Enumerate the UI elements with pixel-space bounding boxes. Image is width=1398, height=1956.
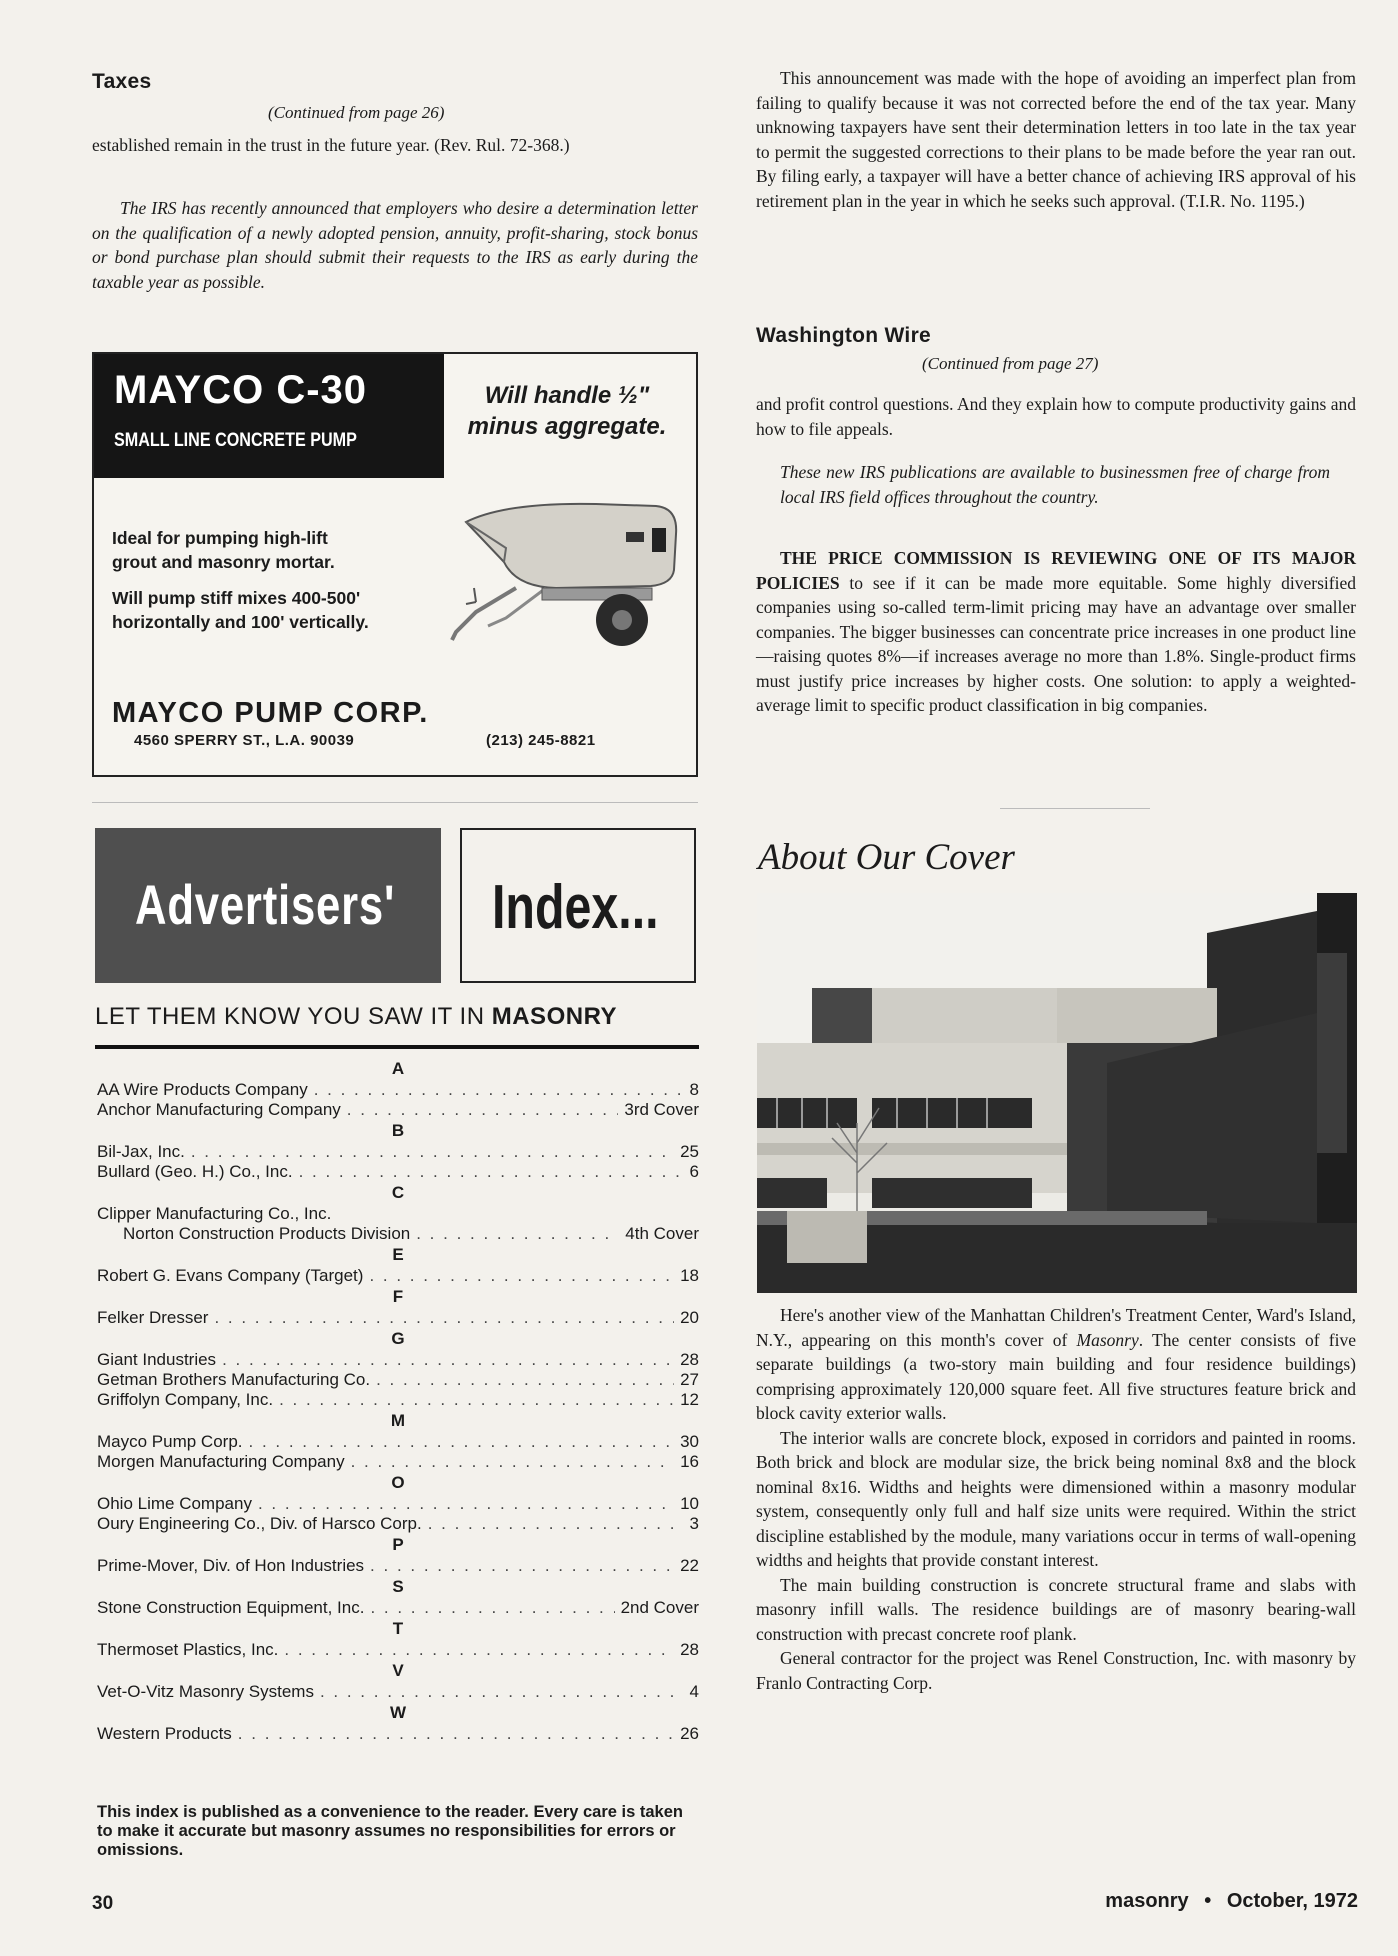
footer-date: October, 1972	[1226, 1890, 1358, 1912]
index-entry	[97, 1514, 699, 1534]
cover-paragraph-1-text-a: Here's another view of the Manhattan Children's Treatment Center, Ward's Island, N.Y., appearing on this month's cover of	[756, 1305, 1356, 1350]
about-our-cover-title: About Our Cover	[758, 837, 1015, 878]
ad-feature-1	[112, 526, 335, 574]
cover-paragraph-4: General contractor for the project was Renel Construction, Inc. with masonry by Franlo Contracting Corp.	[756, 1648, 1356, 1693]
leader-dots	[214, 1308, 674, 1328]
leader-dots	[370, 1598, 614, 1618]
leader-dots	[191, 1142, 674, 1162]
advertiser-page: 3	[689, 1514, 699, 1533]
index-entry	[97, 1432, 699, 1452]
washington-paragraph-3	[756, 546, 1356, 718]
advertiser-name: Vet-O-Vitz Masonry Systems	[97, 1682, 314, 1701]
leader-dots	[284, 1640, 674, 1660]
leader-dots	[258, 1494, 674, 1514]
washington-wire-heading: Washington Wire	[756, 324, 932, 347]
index-letter-heading: T	[392, 1619, 404, 1638]
ad-title: MAYCO C-30	[114, 368, 368, 412]
leader-dots	[416, 1224, 619, 1244]
index-letter-heading: O	[391, 1473, 405, 1492]
index-letter-heading: M	[390, 1411, 406, 1430]
ad-feature-2	[112, 586, 369, 634]
leader-dots	[279, 1390, 674, 1410]
cover-paragraph-3: The main building construction is concrete structural frame and slabs with masonry infill walls. The residence buildings are of masonry bearing-wall construction with precast concrete roof plank.	[756, 1574, 1356, 1644]
ad-feature-1-line-2: grout and masonry mortar.	[112, 552, 335, 572]
index-entry	[97, 1370, 699, 1390]
cover-article	[756, 1303, 1356, 1695]
ad-slogan-line-1: Will handle ½"	[484, 382, 650, 409]
index-entry	[97, 1724, 699, 1744]
washington-paragraph-2: These new IRS publications are available to businessmen free of charge from local IRS field offices throughout the country.	[780, 462, 1330, 507]
advertiser-name: Morgen Manufacturing Company	[97, 1452, 345, 1471]
ad-feature-2-line-1: Will pump stiff mixes 400-500'	[112, 588, 361, 608]
advertiser-page: 2nd Cover	[620, 1598, 699, 1617]
index-letter-heading: W	[389, 1703, 407, 1722]
advertiser-page: 8	[689, 1080, 699, 1099]
advertiser-name: Clipper Manufacturing Co., Inc.	[97, 1204, 332, 1223]
ad-feature-2-line-2: horizontally and 100' vertically.	[112, 612, 369, 632]
advertiser-name: Getman Brothers Manufacturing Co.	[97, 1370, 371, 1389]
index-letter-heading: G	[391, 1329, 405, 1348]
tagline-prefix: LET THEM KNOW YOU SAW IT IN	[95, 1003, 492, 1030]
index-letter-heading: F	[392, 1287, 404, 1306]
ad-slogan-line-2: minus aggregate.	[467, 413, 667, 440]
advertiser-name: Norton Construction Products Division	[123, 1224, 411, 1243]
taxes-continued-note: (Continued from page 26)	[268, 103, 445, 122]
advertiser-name: Griffolyn Company, Inc.	[97, 1390, 274, 1409]
leader-dots	[320, 1682, 684, 1702]
price-commission-text: to see if it can be made more equitable. Some highly diversified companies using so-called term-limit pricing may have an advantage over smaller companies. The bigger businesses can concentrate price increases in one product line—raising quotes 8%—if increases average no more than 1.8%. Single-product firms must justify price increases by higher costs. One solution: to apply a weighted-average limit to specific product classification in big companies.	[756, 572, 1356, 715]
index-tagline	[95, 1003, 617, 1031]
index-entry	[97, 1350, 699, 1370]
advertiser-page: 28	[680, 1640, 699, 1659]
ad-company-name: MAYCO PUMP CORP.	[112, 697, 429, 729]
divider	[92, 802, 698, 803]
index-entry	[97, 1556, 699, 1576]
concrete-pump-illustration	[446, 492, 686, 672]
mayco-advertisement	[92, 352, 698, 777]
index-banner-text: Index...	[492, 873, 659, 942]
advertiser-name: Ohio Lime Company	[97, 1494, 252, 1513]
index-letter-heading: V	[392, 1661, 404, 1680]
taxes-paragraph-2: The IRS has recently announced that employers who desire a determination letter on the qualification of a newly adopted pension, annuity, profit-sharing, stock bonus or bond purchase plan should submit their requests to the IRS as early during the taxable year as possible.	[92, 198, 698, 292]
index-entry	[97, 1162, 699, 1182]
index-entry	[97, 1100, 699, 1120]
cover-paragraph-1	[756, 1303, 1356, 1426]
advertiser-name: Bil-Jax, Inc.	[97, 1142, 185, 1161]
index-entry	[97, 1204, 699, 1224]
advertiser-name: Giant Industries	[97, 1350, 217, 1369]
advertiser-page: 30	[680, 1432, 699, 1451]
ad-subtitle: SMALL LINE CONCRETE PUMP	[114, 430, 357, 451]
leader-dots	[370, 1556, 674, 1576]
washington-continued-note: (Continued from page 27)	[922, 354, 1099, 373]
leader-dots	[238, 1724, 674, 1744]
leader-dots	[314, 1080, 684, 1100]
leader-dots	[299, 1162, 684, 1182]
index-entry	[97, 1452, 699, 1472]
advertiser-name: Western Products	[97, 1724, 232, 1743]
index-entry	[97, 1142, 699, 1162]
index-letter-heading: C	[391, 1183, 405, 1202]
ad-slogan	[444, 380, 690, 442]
index-letter-heading: S	[392, 1577, 404, 1596]
cover-paragraph-1-magazine: Masonry	[1076, 1329, 1139, 1350]
leader-dots	[376, 1370, 674, 1390]
leader-dots	[351, 1452, 675, 1472]
index-entry	[97, 1080, 699, 1100]
ad-feature-1-line-1: Ideal for pumping high-lift	[112, 528, 328, 548]
advertiser-page: 18	[680, 1266, 699, 1285]
advertiser-name: Stone Construction Equipment, Inc.	[97, 1598, 365, 1617]
cover-paragraph-2: The interior walls are concrete block, exposed in corridors and painted in rooms. Both brick and block are modular size, the brick being nominal 8x8 and the block nominal 8x16. Widths and heights were dimensioned within a masonry modular system, consequently only full and half size units were required. Within the strict discipline established by the module, many variations occur in terms of wall-opening widths and heights that provide constant interest.	[756, 1427, 1356, 1570]
advertiser-name: AA Wire Products Company	[97, 1080, 308, 1099]
index-letter-heading: A	[391, 1059, 405, 1078]
index-entry	[97, 1266, 699, 1286]
ad-title-block	[94, 354, 444, 478]
index-entry	[97, 1682, 699, 1702]
advertiser-name: Bullard (Geo. H.) Co., Inc.	[97, 1162, 293, 1181]
advertiser-page: 3rd Cover	[624, 1100, 699, 1119]
advertiser-name: Thermoset Plastics, Inc.	[97, 1640, 279, 1659]
advertiser-page: 25	[680, 1142, 699, 1161]
price-commission-headline: THE PRICE COMMISSION IS REVIEWING ONE OF ITS MAJOR POLICIES	[756, 548, 1356, 593]
ad-address: 4560 SPERRY ST., L.A. 90039	[134, 732, 355, 749]
washington-paragraph-1: and profit control questions. And they explain how to compute productivity gains and how to file appeals.	[756, 394, 1356, 439]
index-entry	[97, 1640, 699, 1660]
advertiser-name: Anchor Manufacturing Company	[97, 1100, 341, 1119]
ad-phone: (213) 245-8821	[486, 732, 596, 749]
leader-dots	[222, 1350, 674, 1370]
leader-dots	[249, 1432, 675, 1452]
advertiser-page: 6	[689, 1162, 699, 1181]
taxes-paragraph-1: established remain in the trust in the future year. (Rev. Rul. 72-368.)	[92, 135, 570, 155]
index-entry	[97, 1494, 699, 1514]
index-banner	[460, 828, 696, 983]
cover-building-photo	[757, 893, 1357, 1293]
advertiser-page: 22	[680, 1556, 699, 1575]
leader-dots	[347, 1100, 619, 1120]
index-letter-heading: E	[392, 1245, 404, 1264]
footer-magazine: masonry	[1105, 1890, 1189, 1912]
advertiser-page: 4	[689, 1682, 699, 1701]
taxes-paragraph-3: This announcement was made with the hope of avoiding an imperfect plan from failing to qualify because it was not corrected before the end of the tax year. Many unknowing taxpayers have sent their determination letters in too late in the tax year to permit the suggested corrections to their plans to be made before the year ran out. By filing early, a taxpayer will have a better chance of achieving IRS approval of his retirement plan in the year in which he seeks such approval. (T.I.R. No. 1195.)	[756, 68, 1356, 211]
advertiser-name: Mayco Pump Corp.	[97, 1432, 243, 1451]
index-letter-heading: B	[391, 1121, 405, 1140]
advertisers-banner	[95, 828, 441, 983]
cover-paragraph-1-text-b: . The center consists of five separate buildings (a two-story main building and four residence buildings) comprising approximately 120,000 square feet. All five structures feature brick and block cavity exterior walls.	[756, 1329, 1356, 1423]
advertiser-page: 16	[680, 1452, 699, 1471]
index-entry	[97, 1224, 699, 1244]
divider	[1000, 808, 1150, 809]
index-disclaimer: This index is published as a convenience to the reader. Every care is taken to make it accurate but masonry assumes no responsibilities for errors or omissions.	[97, 1803, 683, 1859]
leader-dots	[369, 1266, 674, 1286]
taxes-heading: Taxes	[92, 70, 152, 93]
advertiser-page: 10	[680, 1494, 699, 1513]
advertiser-page: 26	[680, 1724, 699, 1743]
advertiser-page: 4th Cover	[625, 1224, 699, 1243]
advertiser-name: Felker Dresser	[97, 1308, 209, 1327]
advertiser-page: 20	[680, 1308, 699, 1327]
advertiser-name: Oury Engineering Co., Div. of Harsco Corp.	[97, 1514, 422, 1533]
advertiser-page: 28	[680, 1350, 699, 1369]
footer-publication	[1105, 1890, 1358, 1913]
advertiser-name: Robert G. Evans Company (Target)	[97, 1266, 364, 1285]
index-entry	[97, 1598, 699, 1618]
advertiser-name: Prime-Mover, Div. of Hon Industries	[97, 1556, 365, 1575]
advertiser-page: 27	[680, 1370, 699, 1389]
tagline-magazine: MASONRY	[491, 1003, 618, 1030]
advertiser-page: 12	[680, 1390, 699, 1409]
index-rule	[95, 1045, 699, 1049]
advertisers-banner-text: Advertisers'	[135, 873, 396, 936]
page-number: 30	[92, 1893, 114, 1914]
footer-bullet: •	[1204, 1890, 1212, 1912]
index-entry	[97, 1308, 699, 1328]
index-entry	[97, 1390, 699, 1410]
advertisers-index-list	[97, 1058, 699, 1744]
index-letter-heading: P	[392, 1535, 404, 1554]
leader-dots	[428, 1514, 684, 1534]
